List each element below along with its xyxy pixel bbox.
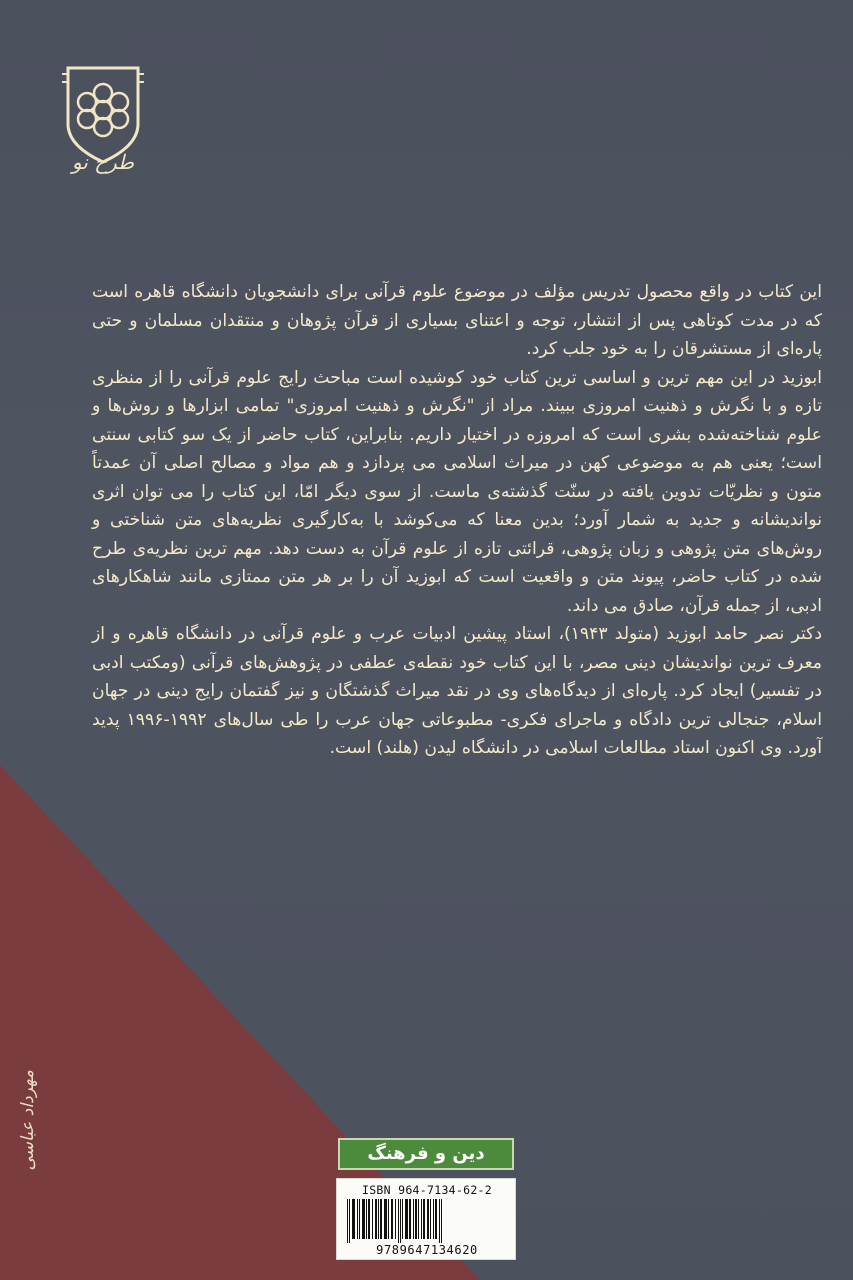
publisher-name: طرح نو: [71, 150, 135, 174]
handwritten-note: مهرداد عباسی: [18, 1070, 38, 1171]
barcode-bars: [345, 1199, 509, 1243]
blurb-text: [92, 278, 822, 763]
barcode-panel: [336, 1178, 516, 1260]
blurb-paragraph-3: دکتر نصر حامد ابوزید (متولد ۱۹۴۳)، استاد پیشین ادبیات عرب و علوم قرآنی در دانشگاه قاهره و از معرف ترین نواندیشان دینی مصر، با این کتاب خود نقطه‌ی عطفی در پژوهش‌های قرآنی (ومکتب ادبی در تفسیر) ایجاد کرد. پاره‌ای از دیدگاه‌های وی در نقد میراث گذشتگان و نیز گفتمان رایج دینی در جهان اسلام، جنجالی ترین دادگاه و ماجرای فکری- مطبوعاتی جهان عرب را طی سال‌های ۱۹۹۲-۱۹۹۶ پدید آورد. وی اکنون استاد مطالعات اسلامی در دانشگاه لیدن (هلند) است.: [92, 624, 822, 758]
isbn-label: ISBN 964-7134-62-2: [361, 1183, 493, 1197]
blurb-paragraph-2: ابوزید در این مهم ترین و اساسی ترین کتاب خود کوشیده است مباحث رایج علوم قرآنی را از منظری تازه و با نگرش و ذهنیت امروزی ببیند. مراد از "نگرش و ذهنیت امروزی" تمامی ابزارها و روش‌ها و علوم شناخته‌شده بشری است که امروزه در اختیار داریم. بنابراین، کتاب حاضر از یک سو کتابی سنتی است؛ یعنی هم به موضوعی کهن در میراث اسلامی می پردازد و هم مواد و مصالح اصلی آن عمدتاً متون و نظریّات تدوین یافته در سنّت گذشته‌ی ماست. از سوی دیگر امّا، این کتاب را می توان اثری نواندیشانه و جدید به شمار آورد؛ بدین معنا که می‌کوشد با به‌کارگیری نظریه‌های متن شناختی و روش‌های متن پژوهی و زبان پژوهی، قرائتی تازه از علوم قرآن به دست دهد. مهم ترین نظریه‌ی طرح شده در کتاب حاضر، پیوند متن و واقعیت است که ابوزید آن را بر هر متن ممتازی مانند شاهکارهای ادبی، از جمله قرآن، صادق می داند.: [92, 367, 822, 616]
blurb-paragraph-1: این کتاب در واقع محصول تدریس مؤلف در موضوع علوم قرآنی برای دانشجویان دانشگاه قاهره است که در مدت کوتاهی پس از انتشار، توجه و اعتنای بسیاری از قرآن پژوهان و منتقدان مسلمان و حتی پاره‌ای از مستشرقان را به خود جلب کرد.: [92, 282, 822, 359]
barcode-number: 9789647134620: [376, 1243, 478, 1257]
series-badge: دین و فرهنگ: [338, 1138, 514, 1170]
